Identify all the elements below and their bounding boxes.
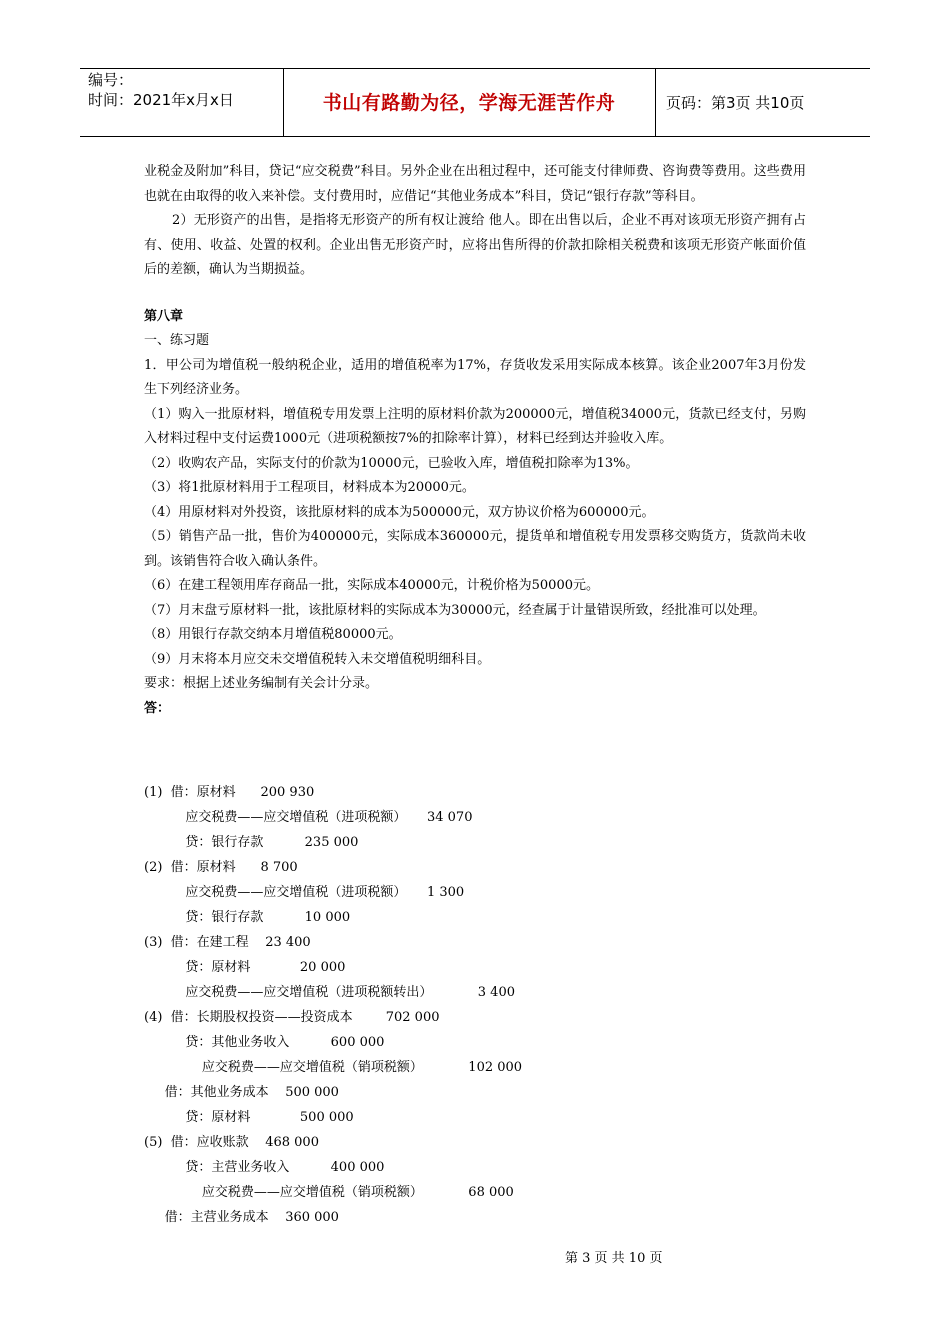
entry-line: 贷：银行存款 10 000 <box>144 910 351 925</box>
entry-line: 应交税费——应交增值税（进项税额） 34 070 <box>144 810 473 825</box>
entry-line: 借：主营业务成本 360 000 <box>144 1210 339 1225</box>
header-divider-right <box>655 68 656 136</box>
entry-line: (1) 借：原材料 200 930 <box>144 785 315 800</box>
question-item: （1）购入一批原材料，增值税专用发票上注明的原材料价款为200000元，增值税34000元，货款已经支付，另购入材料过程中支付运费1000元（进项税额按7%的扣除率计算），材料已经到达并验收入库。 <box>144 406 806 446</box>
header-bottom-rule <box>80 136 870 137</box>
question-item: （7）月末盘亏原材料一批，该批原材料的实际成本为30000元，经查属于计量错误所致，经批准可以处理。 <box>144 602 766 618</box>
requirement: 要求：根据上述业务编制有关会计分录。 <box>144 676 379 691</box>
entry-line: 贷：其他业务收入 600 000 <box>144 1035 385 1050</box>
entry-line: (2) 借：原材料 8 700 <box>144 860 298 875</box>
chapter-title: 第八章 <box>144 308 184 324</box>
header-top-rule <box>80 68 870 69</box>
entry-line: (5) 借：应收账款 468 000 <box>144 1135 319 1150</box>
question-item: （9）月末将本月应交未交增值税转入未交增值税明细科目。 <box>144 651 491 667</box>
entry-line: (3) 借：在建工程 23 400 <box>144 935 311 950</box>
entry-line: 应交税费——应交增值税（销项税额） 68 000 <box>144 1185 514 1200</box>
page-footer: 第 3 页 共 10 页 <box>565 1251 663 1266</box>
header-page-number: 页码：第3页 共10页 <box>666 94 805 112</box>
document-body <box>144 160 806 721</box>
entry-line: 应交税费——应交增值税（进项税额） 1 300 <box>144 885 465 900</box>
question-item: （3）将1批原材料用于工程项目，材料成本为20000元。 <box>144 480 475 495</box>
entry-line: 应交税费——应交增值税（销项税额） 102 000 <box>144 1060 523 1075</box>
question-item: （8）用银行存款交纳本月增值税80000元。 <box>144 627 402 642</box>
section-heading: 一、练习题 <box>144 333 210 348</box>
entry-line: (4) 借：长期股权投资——投资成本 702 000 <box>144 1010 440 1025</box>
document-date: 时间：2021年x月x日 <box>88 91 234 109</box>
question-intro: 1．甲公司为增值税一般纳税企业，适用的增值税率为17%，存货收发采用实际成本核算。该企业2007年3月份发生下列经济业务。 <box>144 357 806 397</box>
paragraph: 业税金及附加”科目，贷记“应交税费”科目。另外企业在出租过程中，还可能支付律师费、咨询费等费用。这些费用也就在由取得的收入来补偿。支付费用时，应借记“其他业务成本”科目，贷记“银行存款”等科目。 <box>144 164 806 204</box>
entry-line: 贷：原材料 500 000 <box>144 1110 354 1125</box>
question-item: （4）用原材料对外投资，该批原材料的成本为500000元，双方协议价格为600000元。 <box>144 504 655 520</box>
header-info <box>88 70 234 110</box>
entry-line: 贷：主营业务收入 400 000 <box>144 1160 385 1175</box>
question-item: （5）销售产品一批，售价为400000元，实际成本360000元，提货单和增值税专用发票移交购货方，货款尚未收到。该销售符合收入确认条件。 <box>144 529 806 569</box>
question-item: （6）在建工程领用库存商品一批，实际成本40000元，计税价格为50000元。 <box>144 578 599 593</box>
question-item: （2）收购农产品，实际支付的价款为10000元，已验收入库，增值税扣除率为13%。 <box>144 455 639 471</box>
entry-line: 借：其他业务成本 500 000 <box>144 1085 339 1100</box>
entry-line: 应交税费——应交增值税（进项税额转出） 3 400 <box>144 985 515 1000</box>
entry-line: 贷：银行存款 235 000 <box>144 835 359 850</box>
document-number: 编号： <box>88 71 134 89</box>
header-motto: 书山有路勤为径，学海无涯苦作舟 <box>322 92 616 114</box>
entry-line: 贷：原材料 20 000 <box>144 960 346 975</box>
answer-label: 答： <box>144 700 171 716</box>
paragraph: 2）无形资产的出售，是指将无形资产的所有权让渡给 他人。即在出售以后，企业不再对该项无形资产拥有占有、使用、收益、处置的权利。企业出售无形资产时，应将出售所得的价款扣除相关税费和该项无形资产帐面价值后的差额，确认为当期损益。 <box>144 213 806 277</box>
